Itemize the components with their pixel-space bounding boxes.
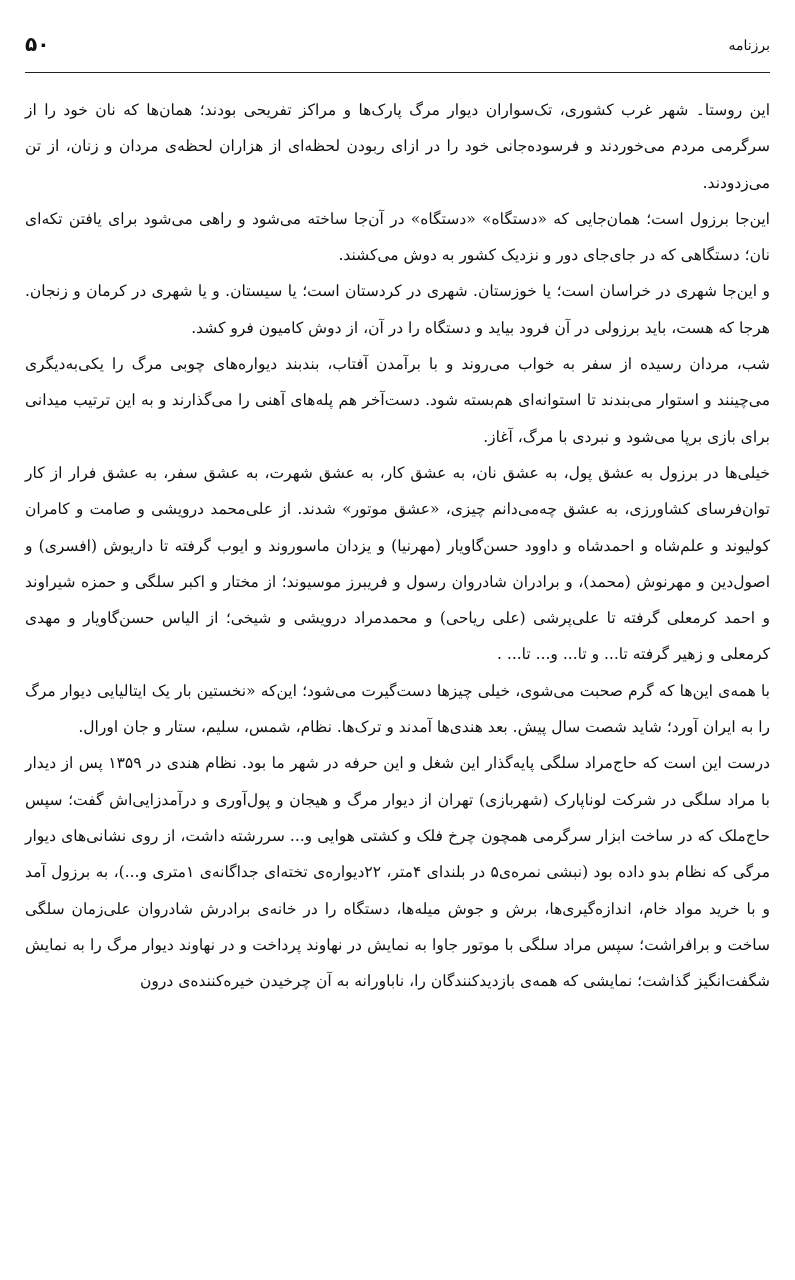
paragraph: با همه‌ی این‌ها که گرم صحبت می‌شوی، خیلی چیزها دست‌گیرت می‌شود؛ این‌که «نخستین بار یک ایتالیایی دیوار مرگ را به ایران آورد؛ شاید شصت سال پیش. بعد هندی‌ها آمدند و ترک‌ها. نظام، شمس، سلیم، ستار و جان اورال. — [25, 681, 770, 737]
running-title: برزنامه — [728, 38, 770, 54]
paragraph: شب، مردان رسیده از سفر به خواب می‌روند و با برآمدن آفتاب، بندبند دیواره‌های چوبی مرگ را یکی‌به‌دیگری می‌چینند و استوار می‌بندند تا استوانه‌ای هم‌بسته شود. دست‌آخر هم پله‌های آهنی را می‌گذارند و به این ترتیب میدانی برای بازی برپا می‌شود و نبردی با مرگ، آغاز. — [25, 355, 770, 446]
page-header — [25, 30, 770, 60]
paragraph: و این‌جا شهری در خراسان است؛ یا خوزستان. شهری در کردستان است؛ یا سیستان. و یا شهری در کرمان و زنجان. هرجا که هست، باید برزولی در آن فرود بیاید و دستگاه را در آن، از دوش کامیون فرو کشد. — [25, 282, 770, 337]
body-text — [25, 92, 770, 999]
header-divider — [25, 72, 770, 73]
paragraph: خیلی‌ها در برزول به عشق پول، به عشق نان، به عشق کار، به عشق شهرت، به عشق سفر، به عشق فرار از کار توان‌فرسای کشاورزی، به عشق چه‌می‌دانم چیزی، «عشق موتور» شدند. از علی‌محمد درویشی و صامت و کامران کولیوند و علم‌شاه و احمدشاه و داوود حسن‌گاویار (مهرنیا) و یزدان ماسوروند و ایوب گرفته تا داریوش (افسری) و اصول‌دین و مهرنوش (محمد)، و برادران شادروان رسول و فریبرز موسیوند؛ از مختار و اکبر سلگی و حمزه شیراوند و احمد کرمعلی گرفته تا علی‌پرشی (علی ریاحی) و محمدمراد درویشی و شیخی؛ از الیاس حسن‌گاویار و مهدی کرمعلی و زهیر گرفته تا... و تا... و... تا... . — [25, 463, 770, 664]
paragraph: این‌جا برزول است؛ همان‌جایی که «دستگاه» «دستگاه» در آن‌جا ساخته می‌شود و راهی می‌شود برای یافتن تکه‌ای نان؛ دستگاهی که در جای‌جای دور و نزدیک کشور به دوش می‌کشند. — [25, 209, 770, 265]
page-number: ۵۰ — [25, 32, 50, 56]
paragraph: این روستا۔ شهر غرب کشوری، تک‌سواران دیوار مرگ پارک‌ها و مراکز تفریحی بودند؛ همان‌ها که نان خود را از سرگرمی مردم می‌خوردند و فرسوده‌جانی خود را در ازای ربودن لحظه‌ای از هزاران لحظه‌ی مردان و زنان، از تن می‌زدودند. — [25, 101, 770, 192]
paragraph: درست این است که حاج‌مراد سلگی پایه‌گذار این شغل و این حرفه در شهر ما بود. نظام هندی در ۱۳۵۹ پس از دیدار با مراد سلگی در شرکت لوناپارک (شهربازی) تهران از دیوار مرگ و هیجان و پول‌آوری و درآمدزایی‌اش گفت؛ سپس حاج‌ملک که در ساخت ابزار سرگرمی همچون چرخ فلک و کشتی هوایی و... سررشته داشت، از روی نشانی‌های دیوار مرگی که نظام بدو داده بود (نبشی نمره‌ی۵ در بلندای ۴متر، ۲۲دیواره‌ی تخته‌ای جداگانه‌ی ۱متری و...)، به برزول آمد و با خرید مواد خام، اندازه‌گیری‌ها، برش و جوش میله‌ها، دستگاه را در خانه‌ی برادرش شادروان علی‌زمان سلگی ساخت و برافراشت؛ سپس مراد سلگی با موتور جاوا به نمایش در نهاوند پرداخت و در نهاوند دیوار مرگ را به نمایش شگفت‌انگیز گذاشت؛ نمایشی که همه‌ی بازدیدکنندگان را، ناباورانه به آن چرخیدن خیره‌کننده‌ی درون — [25, 754, 771, 991]
